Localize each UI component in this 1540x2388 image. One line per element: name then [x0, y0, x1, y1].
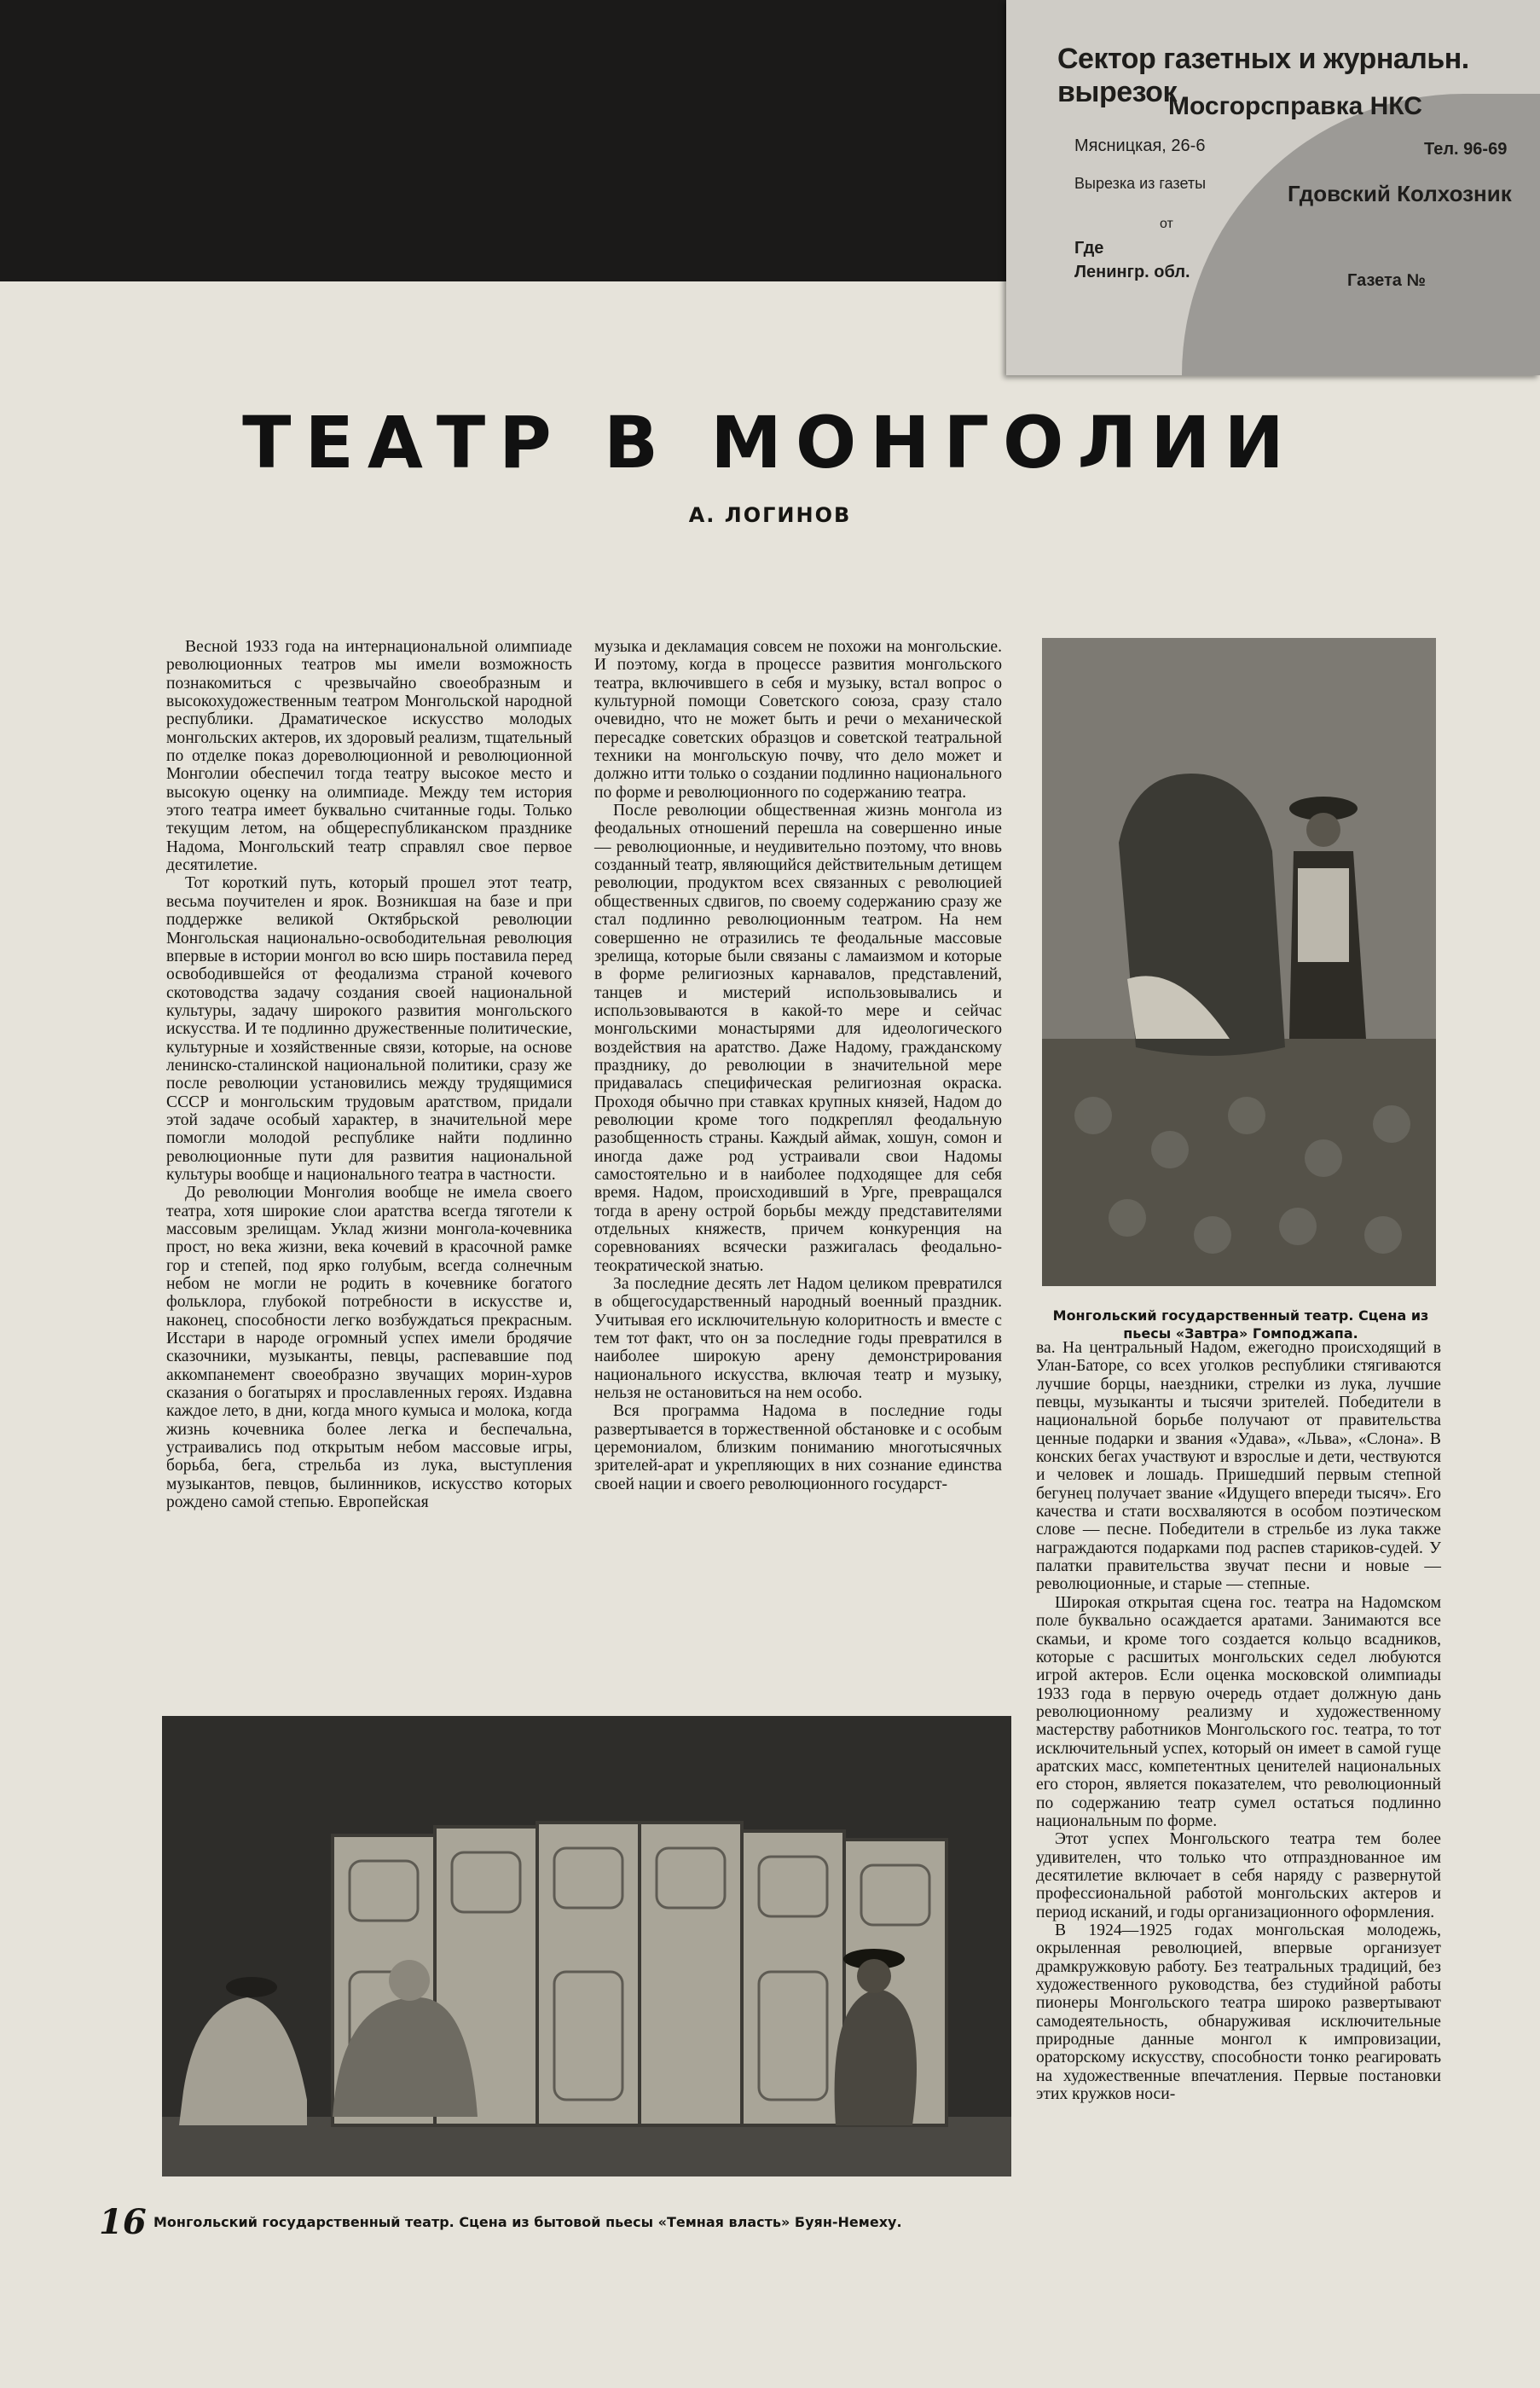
paragraph: В 1924—1925 годах монгольская молодежь, окрыленная революцией, впервые организует драмкружковую работу. Без театральных традиций, без художественного руководства, без студийной работы пионеры Монгольского театра широко развертывают самодеятельность, обнаруживая исключительные природные данные монгол к импровизации, ораторскому искусству, способности тонко реагировать на художественные впечатления. Первые постановки этих кружков носи-: [1036, 1921, 1441, 2104]
stamp-address: Мясницкая, 26-6: [1074, 136, 1206, 155]
stamp-title: Сектор газетных и журнальн. вырезок: [1057, 43, 1469, 108]
paragraph: Этот успех Монгольского театра тем более удивителен, что только что отпразднованное им десятилетие включает в себя наряду с развернутой профессиональной работой монгольских актеров и период исканий, и годы организационного оформления.: [1036, 1830, 1441, 1921]
paragraph: музыка и декламация совсем не похожи на монгольские. И поэтому, когда в процессе развития монгольского театра, включившего в себя и музыку, встал вопрос о культурной помощи Советского союза, сразу стало очевидно, что не может быть и речи о механической пересадке советских образцов и советской театральной техники на монгольскую почву, что дело может и должно итти только о создании подлинно национального по форме и революционного по содержанию театра.: [594, 638, 1002, 802]
photo-caption-zavtra: Монгольский государственный театр. Сцена из пьесы «Завтра» Гомподжапа.: [1052, 1307, 1429, 1342]
paragraph: Вся программа Надома в последние годы развертывается в торжественной обстановке и с особым церемониалом, близким пониманию многотысячных зрителей-арат и укрепляющих в них сознание единства своей нации и своего революционного государст-: [594, 1402, 1002, 1493]
text-column-3: [1036, 1339, 1441, 2103]
stamp-shadow: [1182, 94, 1540, 375]
paragraph: За последние десять лет Надом целиком превратился в общегосударственный народный военный праздник. Учитывая его исключительную колоритность и вместе с тем тот факт, что он за последние годы превратился в наиболее широкую арену демонстрирования национального искусства, включая театр и музыку, нельзя не остановиться на нем особо.: [594, 1275, 1002, 1403]
page-number: 16: [99, 2202, 147, 2242]
paragraph: До революции Монголия вообще не имела своего театра, хотя широкие слои аратства всегда тяготели к массовым зрелищам. Уклад жизни монгола-кочевника прост, но века жизни, века кочевий в красочной рамке гор и степей, под ярко голубым, всегда солнечным небом не могли не родить в кочевнике богатого фольклора, глубокой потребности в искусстве и, наконец, способности легко возбуждаться прекрасным. Исстари в народе огромный успех имели бродячие сказочники, музыканты, певцы, распевавшие под аккомпанемент своеобразно звучащих морин-хуров сказания о богатырях и прославленных героях. Издавна каждое лето, в дни, когда много кумыса и молока, когда жизнь кочевника более легка и беспечальна, устраивались под открытым небом массовые игры, борьба, бега, стрельба из лука, выступления музыкантов, певцов, былинников, искусство которых рождено самой степью. Европейская: [166, 1184, 572, 1512]
stamp-cut-from-label: Вырезка из газеты: [1074, 175, 1207, 192]
stamp-place: Ленингр. обл.: [1074, 263, 1190, 281]
stamp-issue-number-label: Газета №: [1347, 271, 1426, 290]
stamp-where-label: Где: [1074, 239, 1104, 258]
text-column-2: [594, 638, 1002, 1493]
stamp-newspaper-name: Гдовский Колхозник: [1288, 181, 1512, 206]
paragraph: После революции общественная жизнь монгола из феодальных отношений перешла на совершенно иные — революционные, и неудивительно поэтому, что вновь созданный театр, являющийся действительным детищем революции, продуктом всех связанных с революцией общественных сдвигов, по своему содержанию сразу же стал подлинно революционным театром. На нем совершенно не отразились те феодальные массовые зрелища, которые были связаны с ламаизмом и которые в форме религиозных карнавалов, представлений, танцев и мистерий использовывались и использовываются в какой-то мере и сейчас монгольскими монастырями для идеологического воздействия на аратство. Даже Надому, гражданскому празднику, до революции в значительной мере придавалась специфическая религиозная окраска. Проходя обычно при ставках крупных князей, Надом до революции кроме того подкреплял феодальную разобщенность страны. Каждый аймак, хошун, сомон и иногда даже род устраивали свои Надомы самостоятельно и в наиболее подходящее для себя время. Надом, происходивший в Урге, превращался тогда в арену острой борьбы между представителями отдельных княжеств, причем конкуренция на соревнованиях всячески разжигалась феодально-теократической знатью.: [594, 802, 1002, 1275]
stamp-phone: Тел. 96-69: [1424, 140, 1508, 159]
photo-scene-temnaya-vlast: [162, 1716, 1011, 2176]
article-title: ТЕАТР В МОНГОЛИИ: [242, 401, 1298, 484]
paragraph: Весной 1933 года на интернациональной олимпиаде революционных театров мы имели возможность познакомиться с чрезвычайно своеобразным и высокохудожественным театром Монгольской народной республики. Драматическое искусство молодых монгольских актеров, их здоровый реализм, тщательный по отделке показ дореволюционной и революционной Монголии обеспечил тогда театру высокое место и высокую оценку на олимпиаде. Между тем история этого театра имеет буквально считанные годы. Только текущим летом, на общереспубликанском празднике Надома, Монгольский театр справлял свое первое десятилетие.: [166, 638, 572, 875]
text-column-1: [166, 638, 572, 1512]
theatre-photo-temnaya-vlast: [162, 1716, 1011, 2176]
photo-caption-temnaya-vlast: Монгольский государственный театр. Сцена из бытовой пьесы «Темная власть» Буян-Немеху.: [153, 2214, 902, 2230]
stamp-from-label: от: [1160, 217, 1173, 231]
article-author: А. ЛОГИНОВ: [688, 503, 852, 527]
stamp-org: Мосгорсправка НКС: [1168, 92, 1422, 120]
paragraph: Широкая открытая сцена гос. театра на Надомском поле буквально осаждается аратами. Занимаются все скамьи, и кроме того создается кольцо всадников, которые с расшитых монгольских седел любуются игрой актеров. Если оценка московской олимпиады 1933 года в первую очередь отдает должную дань революционному реализму и художественному мастерству работников Монгольского гос. театра, то тот исключительный успех, который он имеет в самой гуще аратских масс, компетентных ценителей национальных его сторон, является показателем, что революционный по содержанию театр сумел остаться подлинно национальным по форме.: [1036, 1593, 1441, 1830]
theatre-photo-zavtra: [1042, 638, 1436, 1286]
photo-scene-zavtra: [1042, 638, 1436, 1286]
paragraph: ва. На центральный Надом, ежегодно происходящий в Улан-Баторе, со всех уголков республики стягиваются лучшие борцы, наездники, стрелки из лука, лучшие певцы, музыканты и тысячи зрителей. Победители в национальной борьбе получают от правительства ценные подарки и звания «Удава», «Льва», «Слона». В конских бегах участвуют и взрослые и дети, чествуются и человек и лошадь. Пришедший первым степной бегунец получает звание «Идущего впереди тысяч». Его качества и стати восхваляются в особом поэтическом слове — песне. Победители в стрельбе из лука также награждаются подарками под распев стариков-судей. У палатки правительства звучат песни и новые — революционные, и старые — степные.: [1036, 1339, 1441, 1594]
clipping-bureau-stamp: [1006, 0, 1540, 375]
paragraph: Тот короткий путь, который прошел этот театр, весьма поучителен и ярок. Возникшая на базе и при поддержке великой Октябрьской революции Монгольская национально-освободительная революция впервые в истории монгол во всю ширь поставила перед освободившейся от феодализма страной кочевого скотоводства задачу создания своей национальной культуры, задачу широкого развития монгольского искусства. И те подлинно дружественные политические, культурные и хозяйственные связи, которые, на основе ленинско-сталинской национальной политики, сразу же после революции установились между трудящимися СССР и монгольским трудовым аратством, придали этой задаче особый характер, в значительной мере помогли молодой республике найти подлинно революционные пути для развития национальной культуры вообще и национального театра в частности.: [166, 874, 572, 1184]
